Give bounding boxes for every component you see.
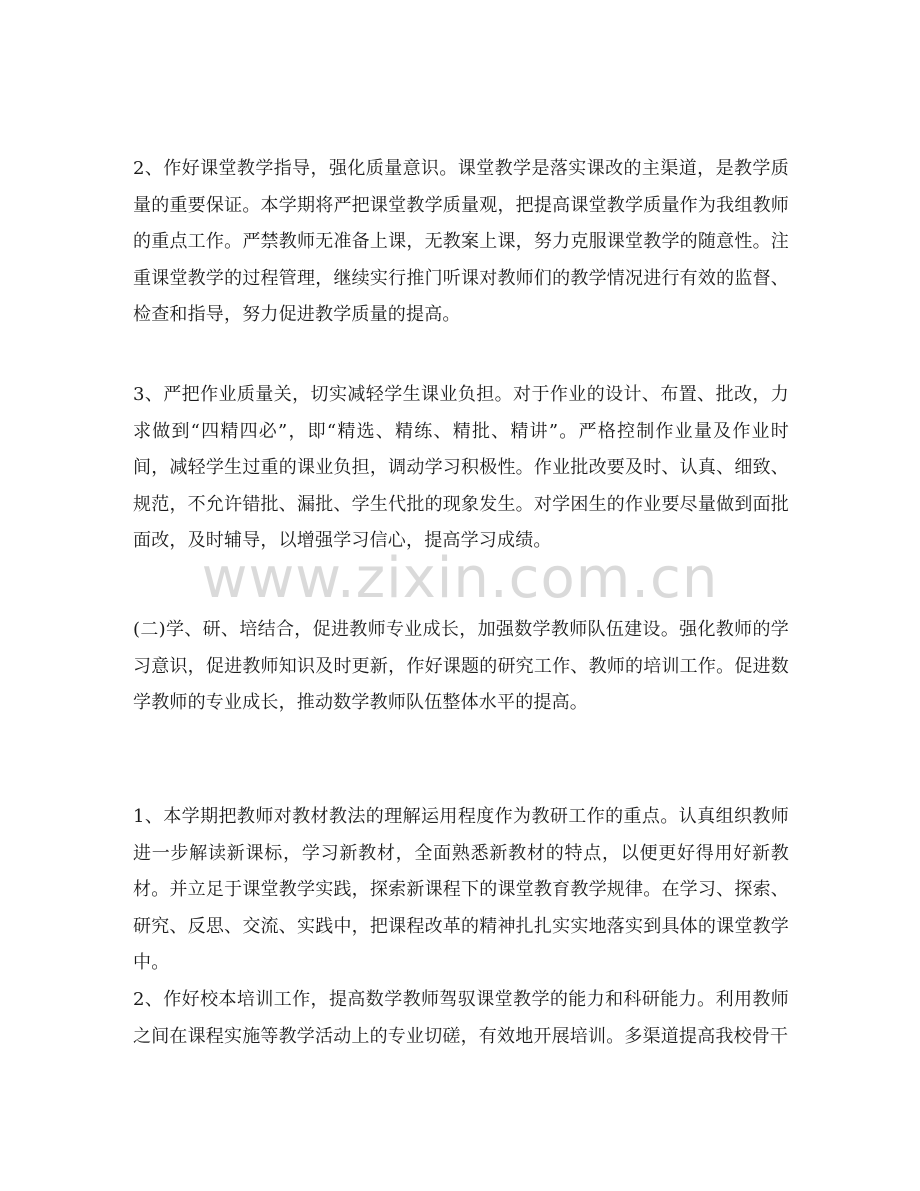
paragraph-study-research-training: (二)学、研、培结合，促进教师专业成长，加强数学教师队伍建设。强化教师的学习意识，促进教师知识及时更新，作好课题的研究工作、教师的培训工作。促进数学教师的专业成长，推动数学教师队伍整体水平的提高。 [133,619,789,713]
paragraph-classroom-teaching: 2、作好课堂教学指导，强化质量意识。课堂教学是落实课改的主渠道，是教学质量的重要保证。本学期将严把课堂教学质量观，把提高课堂教学质量作为我组教师的重点工作。严禁教师无准备上课，无教案上课，努力克服课堂教学的随意性。注重课堂教学的过程管理，继续实行推门听课对教师们的教学情况进行有效的监督、检查和指导，努力促进教学质量的提高。 [133,158,789,325]
watermark: www.zixin.com.cn [201,546,719,611]
paragraph-school-based-training: 2、作好校本培训工作，提高数学教师驾驭课堂教学的能力和科研能力。利用教师之间在课程实施等教学活动上的专业切磋，有效地开展培训。多渠道提高我校骨干 [133,989,789,1047]
paragraph-homework-quality: 3、严把作业质量关，切实减轻学生课业负担。对于作业的设计、布置、批改，力求做到“四精四必”，即“精选、精练、精批、精讲”。严格控制作业量及作业时间，减轻学生过重的课业负担，调动学习积极性。作业批改要及时、认真、细致、规范，不允许错批、漏批、学生代批的现象发生。对学困生的作业要尽量做到面批面改，及时辅导，以增强学习信心，提高学习成绩。 [133,384,789,551]
paragraph-teaching-research-focus: 1、本学期把教师对教材教法的理解运用程度作为教研工作的重点。认真组织教师进一步解读新课标，学习新教材，全面熟悉新教材的特点，以便更好得用好新教材。并立足于课堂教学实践，探索新课程下的课堂教育教学规律。在学习、探索、研究、反思、交流、实践中，把课程改革的精神扎扎实实地落实到具体的课堂教学中。 [133,806,789,973]
